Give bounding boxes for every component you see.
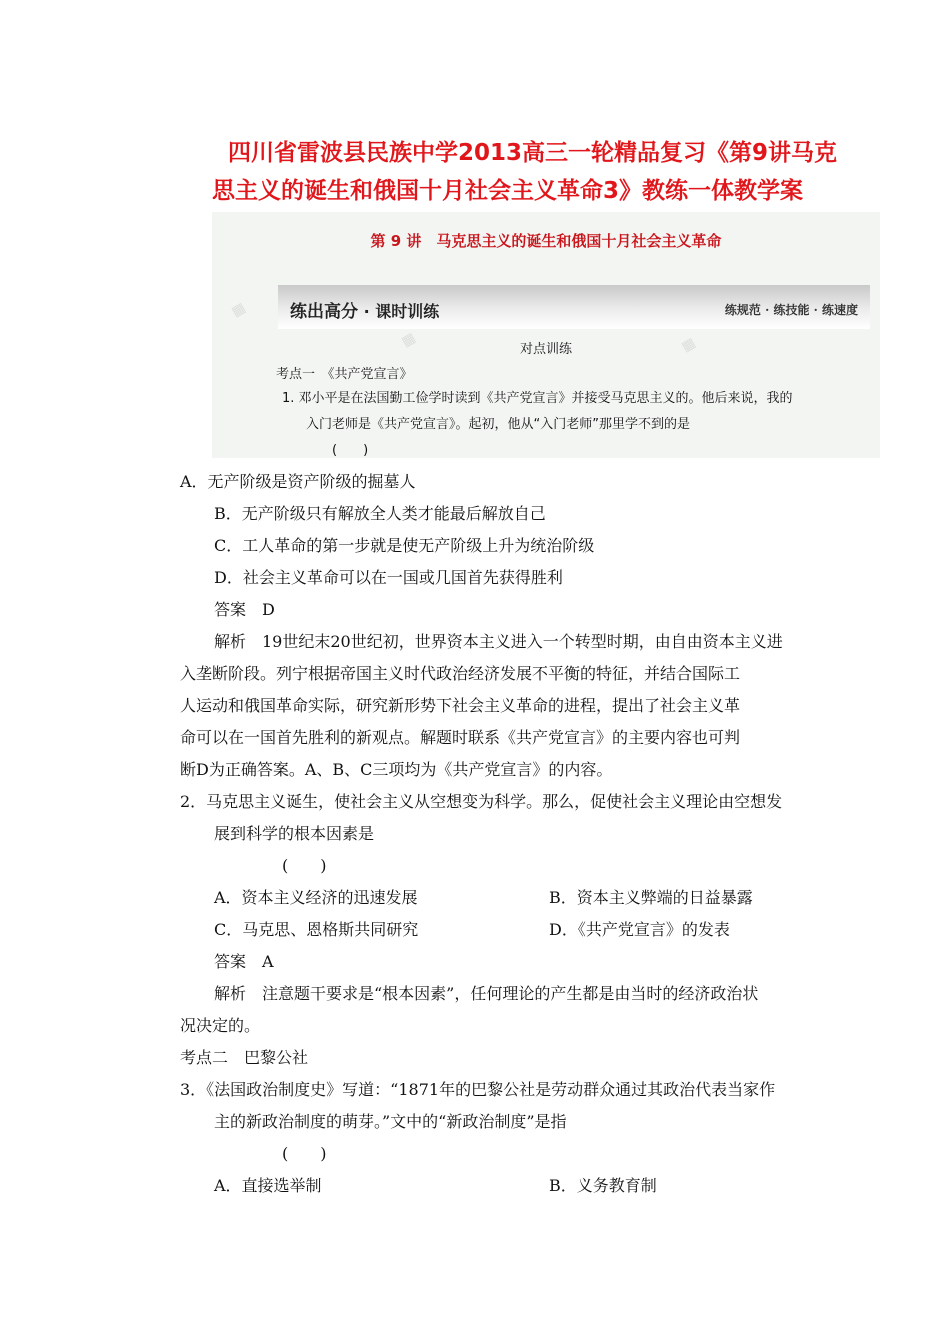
q1-analysis-line: 命可以在一国首先胜利的新观点。解题时联系《共产党宣言》的主要内容也可判 bbox=[180, 728, 741, 747]
q2-option-b: B．资本主义弊端的日益暴露 bbox=[549, 888, 753, 907]
kaodian-2: 考点二 巴黎公社 bbox=[180, 1048, 309, 1067]
q2-answer: 答案 A bbox=[214, 952, 274, 971]
q1-analysis-line: 断D为正确答案。A、B、C三项均为《共产党宣言》的内容。 bbox=[180, 760, 613, 779]
kaodian-1: 考点一 《共产党宣言》 bbox=[276, 367, 413, 382]
section-heading: 对点训练 bbox=[519, 342, 572, 357]
question-1-paren: ( ) bbox=[332, 443, 369, 458]
lecture-title: 第 9 讲 马克思主义的诞生和俄国十月社会主义革命 bbox=[370, 232, 722, 250]
q2-analysis-line1: 解析 注意题干要求是“根本因素”，任何理论的产生都是由当时的经济政治状 bbox=[214, 984, 759, 1003]
q2-option-d: D．《共产党宣言》的发表 bbox=[549, 920, 730, 939]
q2-stem-line2: 展到科学的根本因素是 bbox=[214, 824, 375, 843]
q1-analysis-line: 入垄断阶段。列宁根据帝国主义时代政治经济发展不平衡的特征，并结合国际工 bbox=[180, 664, 741, 683]
banner-right-label: 练规范 · 练技能 · 练速度 bbox=[724, 303, 858, 317]
title-line-1: 四川省雷波县民族中学2013高三一轮精品复习《第9讲马克 bbox=[228, 140, 838, 166]
q1-analysis-line: 人运动和俄国革命实际，研究新形势下社会主义革命的进程，提出了社会主义革 bbox=[180, 696, 741, 715]
watermark: ▦ bbox=[228, 299, 249, 321]
banner bbox=[278, 285, 870, 329]
q2-paren: ( ) bbox=[282, 856, 327, 875]
q2-option-a: A．资本主义经济的迅速发展 bbox=[214, 888, 418, 907]
q1-option-c: C．工人革命的第一步就是使无产阶级上升为统治阶级 bbox=[214, 536, 595, 555]
q3-stem-line1: 3．《法国政治制度史》写道：“1871年的巴黎公社是劳动群众通过其政治代表当家作 bbox=[180, 1080, 776, 1099]
q1-answer: 答案 D bbox=[214, 600, 275, 619]
banner-left-label: 练出高分 · 课时训练 bbox=[290, 302, 440, 322]
scanned-header-image bbox=[212, 212, 880, 458]
watermark: ▦ bbox=[678, 334, 699, 356]
q2-analysis-line2: 况决定的。 bbox=[180, 1016, 261, 1035]
question-1-stem-line1: 1. 邓小平是在法国勤工俭学时读到《共产党宣言》并接受马克思主义的。他后来说，我的 bbox=[282, 391, 793, 406]
q1-option-d: D．社会主义革命可以在一国或几国首先获得胜利 bbox=[214, 568, 563, 587]
question-1-stem-line2: 入门老师是《共产党宣言》。起初，他从“入门老师”那里学不到的是 bbox=[306, 417, 690, 432]
q2-stem-line1: 2．马克思主义诞生，使社会主义从空想变为科学。那么，促使社会主义理论由空想发 bbox=[180, 792, 783, 811]
q1-analysis-line: 解析 19世纪末20世纪初，世界资本主义进入一个转型时期，由自由资本主义进 bbox=[214, 632, 783, 651]
q1-option-b: B．无产阶级只有解放全人类才能最后解放自己 bbox=[214, 504, 546, 523]
q2-option-c: C．马克思、恩格斯共同研究 bbox=[214, 920, 419, 939]
q1-option-a: A．无产阶级是资产阶级的掘墓人 bbox=[180, 472, 416, 491]
q3-paren: ( ) bbox=[282, 1144, 327, 1163]
q3-option-a: A．直接选举制 bbox=[214, 1176, 322, 1195]
q3-option-b: B．义务教育制 bbox=[549, 1176, 657, 1195]
watermark: ▦ bbox=[398, 329, 419, 351]
title-line-2: 思主义的诞生和俄国十月社会主义革命3》教练一体教学案 bbox=[212, 178, 804, 204]
q3-stem-line2: 主的新政治制度的萌芽。”文中的“新政治制度”是指 bbox=[214, 1112, 567, 1131]
